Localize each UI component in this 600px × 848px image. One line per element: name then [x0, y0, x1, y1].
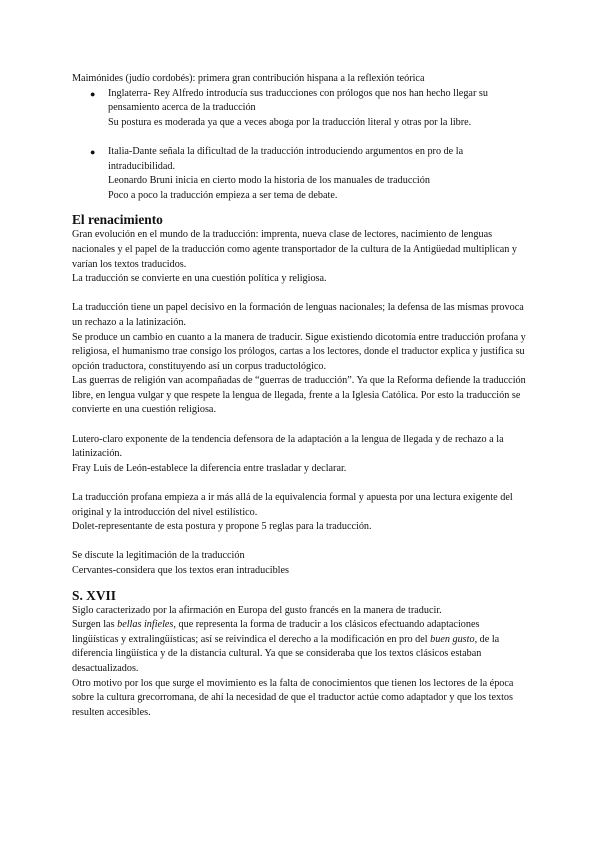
spacer: [72, 130, 527, 145]
paragraph: Se discute la legitimación de la traducción: [72, 550, 245, 562]
spacer: [72, 287, 527, 302]
intro-line: Maimónides (judío cordobés): primera gran contribución hispana a la reflexión teórica: [72, 73, 425, 84]
paragraph: Gran evolución en el mundo de la traducción: imprenta, nueva clase de lectores, nacimiento de lenguas nacionales y el papel de la traducción como agente transportador de la cultura de la Antigüedad multiplican y varían los textos traducidos.: [72, 229, 517, 270]
spacer: [72, 476, 527, 491]
italic-term: bellas infieles: [117, 619, 174, 631]
paragraph: Siglo caracterizado por la afirmación en Europa del gusto francés en la manera de traducir.: [72, 604, 442, 616]
bullet-extra: Leonardo Bruni inicia en cierto modo la historia de los manuales de traducción: [108, 175, 430, 187]
paragraph: Otro motivo por los que surge el movimiento es la falta de conocimientos que tienen los lectores de la época sobre la cultura grecorromana, de ahí la necesidad de que el traductor actúe como adaptador y que los textos resulten accesibles.: [72, 677, 514, 718]
paragraph: La traducción tiene un papel decisivo en la formación de lenguas nacionales; la defensa de las mismas provoca un rechazo a la latinización.: [72, 302, 524, 328]
italic-term: buen gusto,: [430, 633, 478, 645]
paragraph: La traducción se convierte en una cuestión política y religiosa.: [72, 273, 327, 285]
text-run: Surgen las: [72, 619, 118, 631]
bullet-icon: ●: [90, 146, 96, 157]
paragraph: Se produce un cambio en cuanto a la manera de traducir. Sigue existiendo dicotomía entre traducción profana y religiosa, el humanismo trae consigo los prólogos, cartas a los lectores, donde el traductor explica y justifica su opción traductora, constituyendo así un corpus traductológico.: [72, 331, 526, 372]
bullet-list: [72, 87, 527, 204]
list-item: [72, 87, 527, 131]
paragraph: Dolet-representante de esta postura y propone 5 reglas para la traducción.: [72, 521, 372, 533]
paragraph: Las guerras de religión van acompañadas de “guerras de traducción”. Ya que la Reforma defiende la traducción libre, en lengua vulgar y que respete la lengua de llegada, frente a la Iglesia Católica. Por esto la traducción se convierte en una cuestión religiosa.: [72, 375, 526, 416]
text-run: de la diferencia lingüística y de la distancia cultural. Ya que se consideraba que los textos clásicos estaban desactualizados.: [72, 633, 500, 674]
list-item: [72, 145, 527, 203]
paragraph: La traducción profana empieza a ir más allá de la equivalencia formal y apuesta por una lectura exigente del original y la introducción del nivel estilístico.: [72, 492, 513, 518]
bullet-lead: Italia-Dante señala la dificultad de la traducción introduciendo argumentos en pro de la intraducibilidad.: [108, 145, 464, 172]
bullet-extra: Su postura es moderada ya que a veces aboga por la traducción literal y otras por la libre.: [108, 116, 472, 128]
paragraph: Lutero-claro exponente de la tendencia defensora de la adaptación a la lengua de llegada y de rechazo a la latinización.: [72, 433, 504, 460]
text-run: , que representa la forma de traducir a los clásicos efectuando adaptaciones lingüísticas y extralingüísticas; así se reivindica el derecho a la modificación en pro del: [72, 619, 480, 645]
section-heading-s17: S. XVII: [72, 587, 116, 603]
section-heading-renacimiento: El renacimiento: [72, 212, 163, 228]
bullet-icon: ●: [90, 88, 96, 99]
document-page: [72, 72, 527, 720]
paragraph: Cervantes-considera que los textos eran intraducibles: [72, 565, 289, 576]
paragraph: [72, 618, 527, 676]
bullet-extra: Poco a poco la traducción empieza a ser tema de debate.: [108, 189, 338, 201]
spacer: [72, 535, 527, 550]
spacer: [72, 418, 527, 433]
bullet-lead: Inglaterra- Rey Alfredo introducía sus traducciones con prólogos que nos han hecho llegar su pensamiento acerca de la traducción: [108, 87, 488, 114]
paragraph: Fray Luis de León-establece la diferencia entre trasladar y declarar.: [72, 462, 347, 474]
